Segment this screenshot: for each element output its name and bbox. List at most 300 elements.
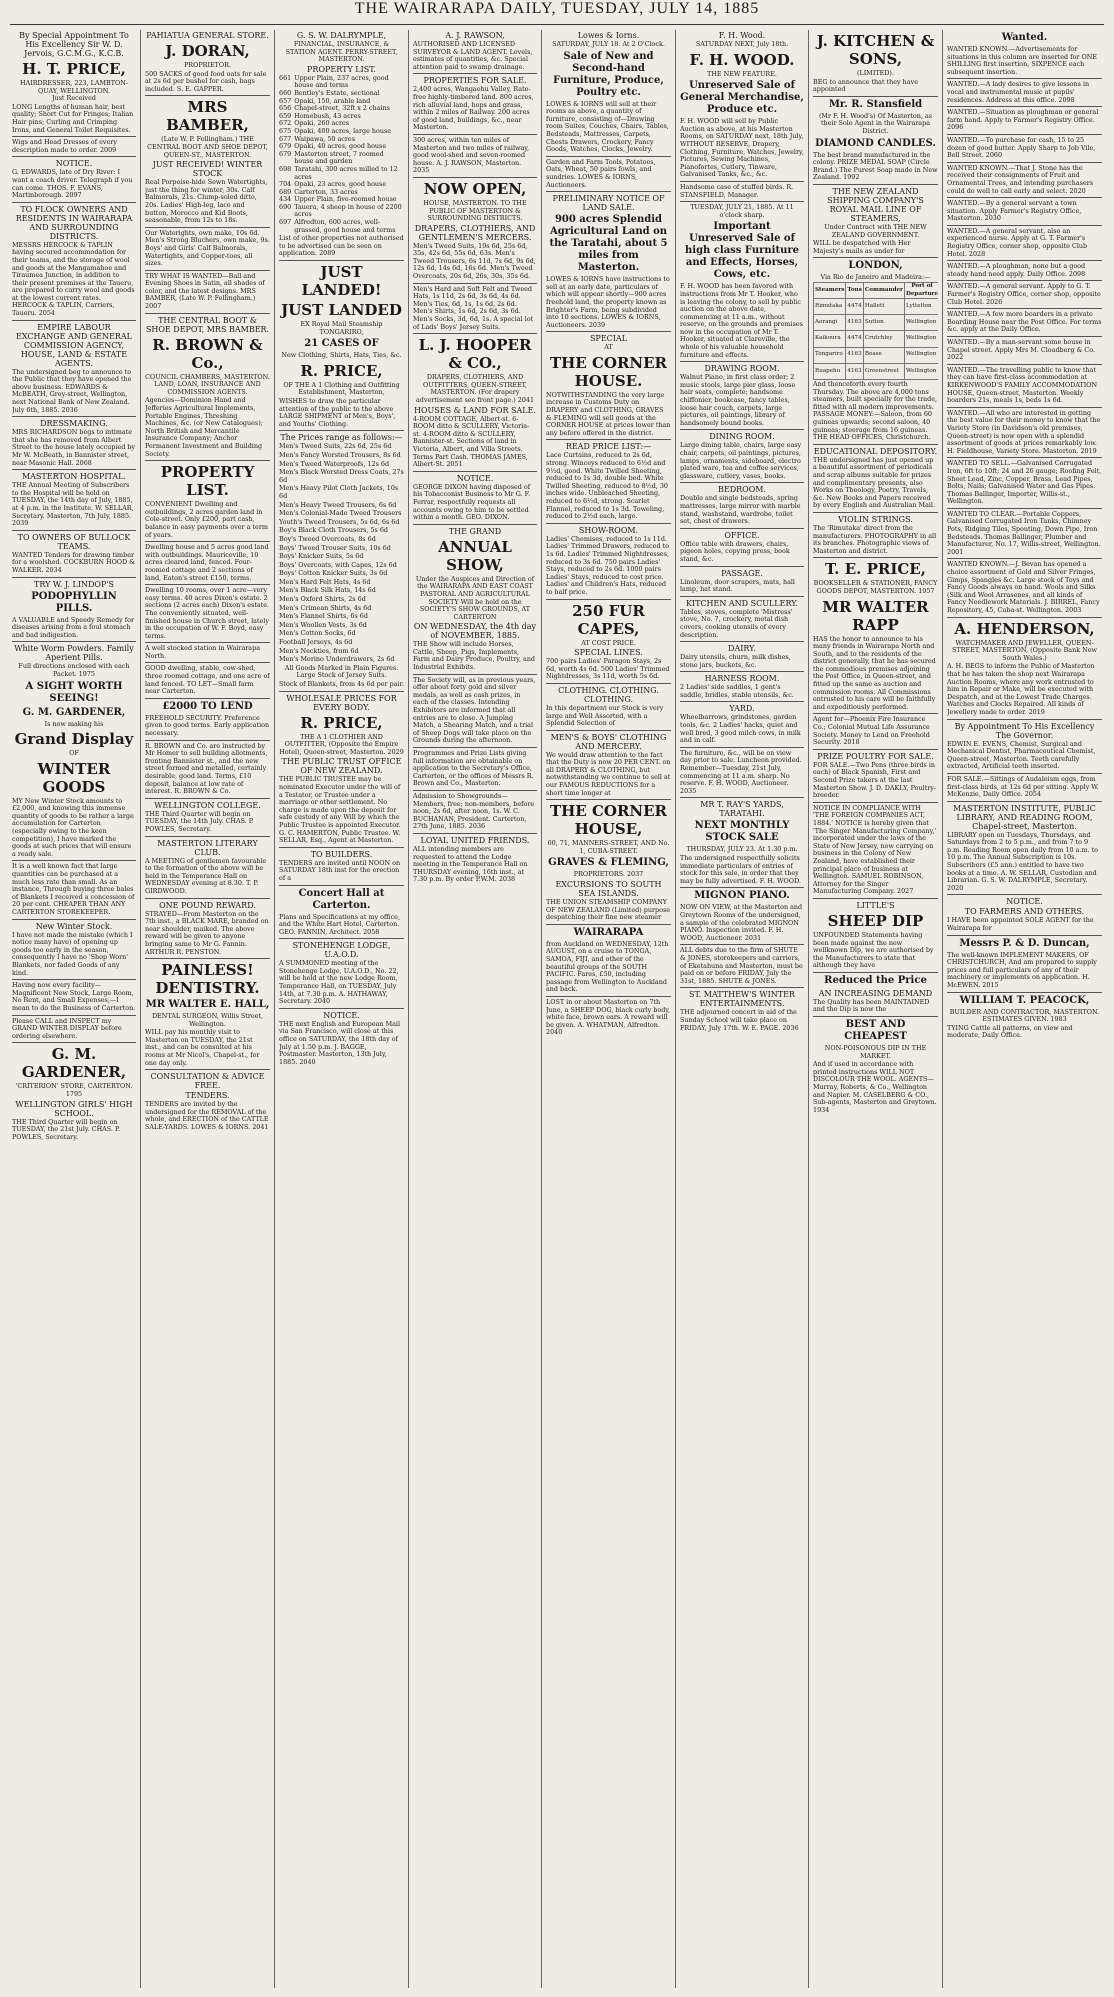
ad-paragraph: THE undersigned has just opened up a beautiful assortment of periodicals and scrap albums suitable for prizes and complimentary presents, also Works on Theology, Poetry, Travels, &c. New Books and Papers received by every English and Australian Mail. [813, 455, 935, 510]
table-header-cell: Port of Departure [905, 282, 939, 298]
ad-separator [947, 134, 1102, 135]
ad-separator [813, 512, 938, 513]
ad-paragraph: GOOD dwelling, stable, cow-shed, three roomed cottage, and one acre of land fenced. TO LET—Small farm near Carterton. [145, 664, 270, 696]
ad-paragraph: UNFOUNDED Statements having been made against the new wellknown Dip, we are authorised by the Manufacturers to state that although they have [813, 930, 934, 970]
ad-paragraph: WANTED.—All who are interested in getting the best value for their money to know that the Variety Store (in Davidson's old premises, Queen-street) is now open with a splendid assortment of goods at prices remarkably low. H. Fieldhouse, Variety Store. Masterton. 2019 [947, 408, 1101, 455]
ad-separator [145, 460, 270, 461]
caption-heading: EDUCATIONAL DEPOSITORY. [813, 446, 938, 456]
ad-separator [546, 599, 671, 600]
display-heading: WINTER GOODS [37, 759, 111, 796]
property-description: Alfredton, 600 acres, well-grassed, good house and terms [294, 218, 396, 234]
display-heading: R. PRICE, [300, 713, 383, 732]
price-list-item: Men's Tweed Suits, 22s 6d, 25s 6d [279, 442, 392, 451]
ad-paragraph: STRAYED—From Masterton on the 7th inst., a BLACK MARE, branded on near shoulder, maiked. The above reward will be given to anyone bringing same to Mr G. Fannin. ARTHUR R. PENSTON. [145, 909, 269, 956]
centered-line: Just Received [51, 94, 97, 103]
ad-paragraph: TENDERS are invited by the undersigned for the REMOVAL of the whole, and ERECTION of the CATTLE SALE-YARDS. LOWES & IORNS. 2041 [145, 1100, 269, 1132]
price-list-item: Men's Oxford Shirts, 2s 6d [279, 595, 366, 604]
ad-separator [12, 860, 136, 861]
ad-separator [813, 1016, 938, 1017]
caption-heading: SHOW-ROOM. [578, 525, 639, 535]
ad-separator [413, 747, 537, 748]
ad-separator [279, 1008, 404, 1009]
sub-heading: MIGNON PIANO. [694, 890, 790, 902]
ad-paragraph: A. H. BEGS to inform the Public of Masterton that he has taken the shop next Wairarapa Auction Rooms, where any work entrusted to him in Repair or Make, will be executed with Despatch, and at the Lowest Trade Charges. Watches and Clocks Repaired. All kinds of Jewellery made to order. 2019 [947, 662, 1095, 716]
table-cell: Hallett [863, 299, 904, 315]
sub-heading: NEXT MONTHLY STOCK SALE [694, 820, 790, 844]
price-list-item: Men's Heavy Pilot Cloth Jackets, 10s 6d [279, 484, 399, 500]
table-header-cell: Tons [846, 282, 863, 298]
caption-heading: DRAPERS, CLOTHIERS, AND GENTLEMEN'S MERCERS. [414, 223, 536, 242]
display-heading: G. M. GARDENER, [21, 1045, 127, 1082]
column-divider [808, 30, 809, 1988]
property-list-item [279, 219, 404, 234]
ad-paragraph: Agencies—Dominion Hand and Jefferies Agricultural Implements, Portable Engines, Threshing Machines, &c. (or New Catalogues); North British and Mercantile Insurance Company; Anchor Permanent Investment and Building Society. [145, 396, 263, 458]
ad-separator [947, 992, 1102, 993]
caption-heading: EXCURSIONS TO SOUTH SEA ISLANDS. [555, 880, 662, 899]
caption-heading: THE PUBLIC TRUST OFFICE OF NEW ZEALAND. [281, 757, 402, 776]
centered-line: (LIMITED). [857, 69, 894, 77]
ad-separator [947, 280, 1102, 281]
property-description: Carterton, 33 acres [294, 187, 358, 196]
column-divider [942, 30, 943, 1988]
column-7 [813, 30, 938, 1988]
ad-paragraph: The Society will, as in previous years, offer about forty gold and silver medals, as well as cash prizes, in each of the classes. Intending Exhibitors are informed that all entries are to close. A Jumping Match, a Shearing Match, and a trial of Sheep Dogs will take place on the Grounds during the afternoon. [413, 675, 536, 745]
price-list-item: Men's Cotton Socks, 6d [279, 629, 356, 638]
ad-separator [947, 364, 1102, 365]
caption-heading: New Winter Stock. [35, 921, 113, 931]
caption-heading: ONE POUND REWARD. [159, 900, 256, 910]
ad-separator [413, 73, 537, 74]
price-list-item: Men's Hard Felt Hats, 4s 6d [279, 577, 371, 586]
centered-line: Is now making his [44, 719, 104, 728]
caption-heading: TENDERS. [185, 1091, 230, 1101]
column-4 [413, 30, 537, 1988]
table-row [814, 363, 939, 379]
ad-separator [12, 979, 136, 980]
sub-heading: Reduced the Price [824, 974, 927, 986]
ad-paragraph: WANTED Tenders for drawing timber for a woolshed. COCKBURN HOOD & WALKER. 2034 [12, 550, 135, 574]
property-number: 661 [279, 73, 292, 82]
caption-heading: G. S. W. DALRYMPLE, [296, 31, 387, 40]
caption-heading: MEN'S & BOYS' CLOTHING AND MERCERY. [550, 732, 667, 751]
ad-paragraph: CONVENIENT Dwelling and outbuildings, 2 acres garden land in Cole-street. Only £200, part cash, balance in easy payments over a term of years. [145, 500, 268, 539]
ad-paragraph: WANTED KNOWN.—That J. Stone has the received their consignments of Fruit and Ornamental Trees, and intending purchasers could do well to call early and select. 2020 [947, 163, 1094, 195]
ad-separator [145, 270, 270, 271]
sub-heading: MR WALTER E. HALL, [145, 999, 270, 1011]
display-heading: J. DORAN, [165, 42, 250, 60]
property-number: 660 [279, 88, 292, 97]
ad-separator [680, 944, 804, 945]
property-description: Taratahi, 300 acres milled to 12 acres [294, 164, 398, 181]
centered-line: Large Stock of Jersey Suits. [296, 671, 387, 680]
property-description: Opaki, 23 acres, good house [294, 180, 387, 189]
ad-separator [813, 713, 938, 714]
caption-heading: NOTICE. [456, 473, 494, 483]
display-heading: H. T. PRICE, [22, 60, 126, 78]
display-heading: J. KITCHEN & SONS, [816, 32, 935, 68]
sub-heading: LONDON, [848, 260, 903, 272]
ad-paragraph: Large dining table, chairs, large easy chair, carpets, oil paintings, pictures, lamps, ornaments, sideboard, electro plated ware, tea and coffee services, glassware, cutlery, vases, books. [680, 441, 802, 480]
table-cell: Tongariro [814, 347, 846, 363]
ad-separator [145, 836, 270, 837]
ad-separator [680, 528, 804, 529]
table-header-row [814, 282, 939, 298]
caption-heading: KITCHEN AND SCULLERY. [685, 598, 799, 608]
caption-heading: Lowes & Iorns. [577, 31, 640, 40]
ad-separator [279, 691, 404, 692]
sub-heading: WAIRARAPA [573, 926, 644, 938]
ad-separator [947, 508, 1102, 509]
ad-separator [413, 790, 537, 791]
display-heading: MR WALTER RAPP [822, 597, 929, 634]
ad-separator [680, 701, 804, 702]
ad-paragraph: And thenceforth every fourth Thursday. The above are 4,000 tons steamers, built specially for the trade, fitted with all modern improvements. PASSAGE MONEY:—Saloon, from 60 guineas upwards; second saloon, 40 guineas; steerage from 16 guineas. THE HEAD OFFICES, Christchurch. [813, 380, 938, 442]
centered-line: New Clothing, Shirts, Hats, Ties, &c. [281, 351, 402, 360]
caption-heading: OFFICE. [724, 530, 760, 540]
ad-separator [947, 719, 1102, 720]
ad-paragraph: A VALUABLE and Speedy Remedy for diseases arising from a foul stomach and bad indigestion. [12, 615, 135, 639]
property-number: 657 [279, 96, 292, 105]
ad-paragraph: WANTED.—By a man-servant some house in Chapel street. Apply Mrs M. Cloadberg & Co. 2022 [947, 338, 1095, 362]
centered-line: Under Contract with THE NEW ZEALAND GOVERNMENT. [824, 222, 927, 239]
ad-separator [546, 191, 671, 192]
table-row [814, 315, 939, 331]
ad-paragraph: The undersigned respectfully solicits immediate particulars of entries of stock for this sale, in order that they may be fully advertised. F. H. WOOD. [680, 854, 801, 885]
ad-paragraph: WISHES to draw the particular attention of the public to the above LARGE SHIPMENT of Men's, Boys', and Youths' Clothing. [279, 397, 396, 428]
caption-heading: TO BUILDERS. [310, 849, 373, 859]
table-header-cell: Commander [863, 282, 904, 298]
caption-heading: A. J. RAWSON, [445, 31, 505, 40]
centered-line: BOOKSELLER & STATIONER, FANCY GOODS DEPOT, MASTERTON. 1957 [813, 579, 938, 595]
sub-heading: PODOPHYLLIN PILLS. [31, 590, 117, 614]
ad-separator [145, 740, 270, 741]
caption-heading: THE CENTRAL BOOT & SHOE DEPOT, MRS BAMBER. [145, 315, 270, 334]
ad-paragraph: Men's Tweed Suits, 19s 6d, 25s 6d, 35s, 42s 6d, 55s 6d, 63s. Men's Tweed Trousers, 6s 11d, 7s 6d, 9s 6d, 12s 6d, 14s 6d, 16s 6d. Men's Tweed Overcoats, 20s 6d, 26s, 30s, 35s 6d. [413, 241, 536, 281]
display-heading: THE CORNER HOUSE. [549, 353, 668, 390]
ad-separator [680, 797, 804, 798]
centered-line: 60, 71, MANNERS-STREET, AND No. 1, CUBA-STREET. [547, 839, 670, 855]
property-list-item [279, 166, 404, 181]
ad-separator [680, 201, 804, 202]
ad-paragraph: LIBRARY open on Tuesdays, Thursdays, and Saturdays from 2 to 5 p.m., and from 7 to 9 p.m. Reading Room open daily from 10 a.m. to 10 p.m. The Annual Subscription is 10s. Subscribers (£5 ann.) entitled to have two books at a time. A. W. SELLAR, Custodian and Librarian. G. S. W. DALRYMPLE, Secretary. 2020 [947, 830, 1099, 892]
caption-heading: NOTICE. [1006, 897, 1043, 907]
caption-heading: WELLINGTON GIRLS' HIGH SCHOOL. [15, 1099, 133, 1118]
centered-line: 'CRITERION' STORE, CARTERTON. 1795 [15, 1082, 133, 1098]
ad-paragraph: LOWES & IORNS have instructions to sell at an early date, particulars of which will appear shortly—900 acres freehold land, the property known as Brighter's Farm, being subdivided into 10 sections. LOWES & IORNS, Auctioneers. 2039 [546, 275, 670, 329]
display-heading: R. BROWN & Co., [152, 335, 263, 372]
ad-separator [145, 1069, 270, 1070]
ad-paragraph: Wheelbarrows, grindstones, garden tools, &c. 2 Ladies' hacks, quiet and well bred, 3 good milch cows, in milk and in calf. [680, 713, 801, 745]
ad-separator [546, 730, 671, 731]
ad-separator [413, 524, 537, 525]
sub-heading: Unreserved Sale of General Merchandise, Produce etc. [680, 80, 804, 116]
table-cell: Boase [863, 347, 904, 363]
ad-separator [279, 938, 404, 939]
ad-paragraph: Lace Curtains, reduced to 2s 6d, strong. Winceys reduced to 6½d and 9½d, good. White Twilled Sheeting, reduced to 1s 3d, double bed. White Twilled Sheeting, reduced to 8½d, 30 inches wide. Unbleached Sheeting, reduced to 6½d, strong. Scarlet Flannel, reduced to 1s 3d. Toweling, reduced to 2½d each, large. [546, 451, 668, 521]
ad-separator [279, 260, 404, 261]
ad-paragraph: The undersigned beg to announce to the Public that they have opened the above business. EDWARDS & McBEATH, Grey-street, Wellington, next National Bank of New Zealand. July 6th, 1885. 2036 [12, 367, 132, 414]
property-description: Opaki, 150, arable land [294, 96, 371, 105]
caption-heading: White Worm Powders. Family Aperient Pills. [14, 644, 134, 663]
ad-paragraph: The Quality has been MAINTAINED and the Dip is now the [813, 997, 930, 1014]
ad-separator [947, 407, 1102, 408]
display-heading: MRS BAMBER, [166, 98, 249, 135]
property-description: Upper Plain, five-roomed house [294, 195, 397, 204]
ad-separator [413, 471, 537, 472]
ad-separator [680, 181, 804, 182]
centered-line: THE NEW FEATURE. [707, 69, 777, 78]
ad-paragraph: Plans and Specifications at my office, and the White Hart Hotel, Carterton. GEO. FANNIN, Architect. 2058 [279, 912, 400, 936]
ad-paragraph: WANTED KNOWN.—Advertisements for situations in this column are inserted for ONE SHILLING first insertion, SIXPENCE each subsequent insertion. [947, 45, 1097, 76]
ad-separator [813, 749, 938, 750]
centered-line: Under the Auspices and Direction of the WAIRARAPA AND EAST COAST PASTORAL AND AGRICULTURAL SOCIETY Will be held on the SOCIETY'S SHOW GROUNDS, AT CARTERTON [415, 574, 535, 621]
column-5 [546, 30, 671, 1988]
centered-line: Via Rio de Janeiro and Madeira:— [820, 273, 931, 282]
ad-separator [145, 95, 270, 96]
ad-separator [145, 798, 270, 799]
price-list-item: Men's Crimean Shirts, 4s 6d [279, 603, 372, 612]
caption-heading: AN INCREASING DEMAND [818, 988, 933, 998]
ad-separator [413, 333, 537, 334]
caption-heading: PRIZE POULTRY FOR SALE. [817, 751, 934, 761]
property-description: Waipawa, 50 acres [294, 134, 355, 143]
ad-paragraph: THE Show will include Horses, Cattle, Sheep, Pigs, Implements, Farm and Dairy Produce, Poultry, and Industrial Exhibits. [413, 640, 536, 672]
ad-paragraph: ALL debts due to the firm of SHUTE & JONES, storekeepers and carriers, of Eketahuna and Masterton, must be paid on or before FRIDAY, July the 31st, 1885. SHUTE & JONES. [680, 946, 803, 985]
property-number: 689 [279, 187, 292, 196]
ad-paragraph: WANTED.—A ploughman, none but a good steady hand need apply. Daily Office. 2098 [947, 262, 1086, 278]
centered-line: DENTAL SURGEON, Willis Street, Wellington. [151, 1012, 264, 1028]
ad-separator [947, 935, 1102, 936]
sub-heading: Important Unreserved Sale of high class Furniture and Effects, Horses, Cows, etc. [685, 221, 799, 281]
table-cell: Sutton [863, 315, 904, 331]
ad-paragraph: The best brand manufactured in the colony. PRIZE MEDAL SOAP (Circle Brand.) The Purest Soap made in New Zealand. 1992 [813, 150, 938, 182]
sub-heading: GRAVES & FLEMING, [548, 857, 669, 869]
price-list-item: Boys' Cotton Knicker Suits, 3s 6d [279, 569, 388, 578]
ad-paragraph: GEORGE DIXON having disposed of his Tobacconist Business to Mr G. F. Ferrar, respectfully requests all accounts owing to him to be settled within a month. GEO. DIXON. [413, 482, 531, 522]
price-list-item: Men's Flannel Shirts, 6s 6d [279, 612, 368, 621]
ad-separator [947, 225, 1102, 226]
price-list-item: Men's Heavy Tweed Trousers, 6s 6d [279, 500, 397, 509]
ad-paragraph: Wigs and Head Dresses of every description made to order. 2009 [12, 138, 117, 154]
property-number: 677 [279, 134, 292, 143]
ad-separator [947, 308, 1102, 309]
column-divider [274, 30, 275, 1988]
ad-paragraph: 700 pairs Ladies' Paragon Stays, 2s 6d, worth 4s 6d. 500 Ladies' Trimmed Nightdresses, 3s 11d, worth 5s 6d. [546, 657, 670, 681]
price-list-item: Men's Fancy Worsted Trousers, 8s 6d [279, 450, 401, 459]
table-cell: Crutchley [863, 331, 904, 347]
caption-heading: MR T. RAY'S YARDS, TARATAHI. [700, 800, 784, 819]
ad-paragraph: EDWIN E. EVENS, Chemist, Surgical and Mechanical Dentist, Pharmaceutical Chemist, Queen-street, Masterton. Teeth carefully extracted, Artificial teeth inserted. [947, 739, 1096, 771]
ad-paragraph: MRS RICHARDSON begs to intimate that she has removed from Albert Street to the house lately occupied by Mr W. McBeath, in Bannister street, near Masonic Hall. 2068 [12, 428, 136, 467]
caption-heading: SPECIAL LINES. [574, 648, 643, 658]
ad-separator [279, 885, 404, 886]
display-heading: Grand Display [14, 730, 134, 749]
table-row [814, 299, 939, 315]
ad-separator [680, 671, 804, 672]
caption-heading: DAIRY. [728, 644, 756, 654]
ad-separator [12, 1042, 136, 1043]
ad-separator [413, 674, 537, 675]
ad-paragraph: WANTED.—A few more boarders in a private Boarding House near the Post Office. For terms &c. apply at the Daily Office. [947, 310, 1102, 334]
property-description: Opaki, 400 acres, large house [294, 126, 392, 135]
ad-paragraph: WANTED KNOWN.—J. Bevan has opened a choice assortment of Gold and Silver Fringes, Gimps, Spangles &c. Large stock of Toys and Fancy Goods always on hand. Wools and Silks (Silk and Wool Arrasenes, and all kinds of Fancy Needlework Materials. J. BIRREL, Fancy Repository, 45, Cuba-st. Wellington. 2003 [947, 560, 1100, 614]
ad-separator [279, 847, 404, 848]
table-cell: Greenstreet [863, 363, 904, 379]
caption-heading: CLOTHING. CLOTHING. CLOTHING. [558, 685, 659, 704]
property-number: 656 [279, 104, 292, 113]
property-description: Homebush, 43 acres [294, 111, 361, 120]
ad-paragraph: WANTED.—By a general servant a town situation. Apply Farmer's Registry Office, Masterton. 2030 [947, 199, 1082, 223]
centered-line: Full directions enclosed with each Packet. 1975 [18, 662, 130, 678]
caption-heading: CONSULTATION & ADVICE FREE. [150, 1072, 265, 1091]
property-description: Opaki, 260 acres [294, 119, 350, 128]
ad-separator [12, 530, 136, 531]
ad-paragraph: WANTED.—A general servant, also an experienced nurse. Apply at G. T. Farmer's Registry Office, corner shop, opposite Club Hotel. 2028 [947, 226, 1088, 258]
ad-paragraph: I have not made the mistake (which I notice many have) of opening up goods too early in the season, consequently I have no 'Shop Worn' Blankets, nor faded Goods of any kind. [12, 930, 133, 977]
sub-heading: 900 acres Splendid Agricultural Land on the Taratahi, about 5 miles from Masterton. [549, 214, 668, 274]
property-list-item [279, 75, 404, 90]
ad-paragraph: I HAVE been appointed SOLE AGENT for the Wairarapa for [947, 916, 1094, 933]
ad-separator [680, 887, 804, 888]
caption-heading: WELLINGTON COLLEGE. [154, 800, 261, 810]
property-description: Tauera, 4 sheep in house of 2200 acres [294, 202, 402, 219]
ad-separator [813, 96, 938, 97]
price-list-item: Men's Black Silk Hats, 14s 6d [279, 586, 376, 595]
ad-separator [12, 919, 136, 920]
centered-line: PROPRIETOR. [184, 61, 231, 69]
caption-heading: MASTERTON LITERARY CLUB. [157, 838, 258, 857]
ad-separator [413, 283, 537, 284]
ad-separator [145, 958, 270, 959]
ad-separator [145, 313, 270, 314]
caption-heading: SPECIAL [589, 334, 628, 344]
centered-line: SATURDAY NEXT, July 18th. [695, 40, 789, 48]
table-cell: 4163 [846, 347, 863, 363]
column-divider [675, 30, 676, 1988]
column-6 [680, 30, 804, 1988]
ad-separator [680, 641, 804, 642]
ad-paragraph: THE next English and European Mail via San Francisco, will close at this office on SATURDAY, the 18th day of July at 1.50 p.m. J. BAGGE, Postmaster. Masterton, 13th July, 1885. 2040 [279, 1019, 401, 1066]
price-list-item: Men's Colonial-Made Tweed Trousers [279, 509, 402, 518]
centered-line: WATCHMAKER AND JEWELLER, QUEEN-STREET, MASTERTON, (Opposite Bank New South Wales.) [952, 638, 1097, 662]
caption-heading: PROPERTY LIST. [307, 64, 376, 74]
ad-separator [145, 541, 270, 542]
ad-separator [546, 799, 671, 800]
column-divider [408, 30, 409, 1988]
price-list-item: Boy's Black Cloth Trousers, 5s 6d [279, 526, 389, 535]
table-row [814, 347, 939, 363]
display-heading: T. E. PRICE, [825, 560, 926, 579]
display-heading: R. PRICE, [300, 361, 383, 380]
column-2 [145, 30, 270, 1988]
display-heading: 250 FUR CAPES, [572, 601, 645, 638]
caption-heading: TO OWNERS OF BULLOCK TEAMS. [17, 532, 131, 551]
ad-paragraph: MESSRS HERCOCK & TAPLIN having secured accommodation for their teams, and the storage of wool and goods at the Mangamahoe and Tiraumea Junction, in addition to their present premises at the Taueru, are prepared to carry wool and goods at the lowest current rates. HERCOCK & TAPLIN, Carriers, Taueru. 2054 [12, 240, 135, 318]
ad-separator [680, 566, 804, 567]
ad-paragraph: Walnut Piano, in first class order; 2 music stools, large pier glass, loose hair seats, complete; handsome chiffonier, bookcase, fancy tables, loose hair couch, carpets, large pictures, oil paintings, library of handsomely bound books. [680, 373, 796, 427]
display-heading: A. HENDERSON, [954, 619, 1095, 638]
ad-paragraph: WANTED.—The travelling public to know that they can have first-class accommodation at KIRKENWOOD'S FAMILY ACCOMMODATION HOUSE, Queen-street, Masterton. Weekly boarders 21s, meals 1s, beds 1s 6d. [947, 365, 1098, 405]
ad-separator [947, 78, 1102, 79]
sub-heading: G. M. GARDENER, [22, 706, 126, 718]
ad-separator [813, 184, 938, 185]
ad-paragraph: It is a well known fact that large quantities can be purchased at a much less rate than small. As an instance, Through buying three bales of Blankets I received a concession of 20 per cent. CHEAPER THAN ANY CARTERTON STOREKEEPER. [12, 862, 135, 916]
ad-paragraph: Linoleum, door scrapers, mats, hall lamp, hat stand. [680, 577, 795, 594]
caption-heading: TRY W. J. LINDOP'S [33, 579, 115, 589]
caption-heading: PROPERTIES FOR SALE. [423, 76, 527, 86]
ad-separator [680, 747, 804, 748]
caption-heading: PASSAGE. [721, 568, 763, 578]
ad-paragraph: THE UNION STEAMSHIP COMPANY OF NEW ZEALAND (Limited) purpose despatching their fine new steamer [546, 898, 670, 922]
sub-heading: Mr. R. Stansfield [828, 98, 923, 110]
price-list-item: Men's Woollen Vests, 3s 6d [279, 620, 367, 629]
ad-paragraph: TYING Cattle all patterns, on view and moderate, Daily Office. [947, 1023, 1073, 1040]
ad-paragraph: TENDERS are invited until NOON on SATURDAY 18th inst for the erection of a [279, 858, 401, 882]
ad-separator [145, 898, 270, 899]
centered-line: HAIRDRESSER, 223, LAMBTON-QUAY, WELLINGTON. [20, 79, 128, 95]
sub-heading: WILLIAM T. PEACOCK, [959, 994, 1090, 1006]
ad-paragraph: Dairy utensils, churn, milk dishes, stone jars, buckets, &c. [680, 653, 791, 669]
sub-heading: BEST AND CHEAPEST [844, 1019, 907, 1043]
masthead: THE WAIRARAPA DAILY, TUESDAY, JULY 14, 1885 [354, 0, 760, 17]
ad-paragraph: F. H. WOOD has been favored with instructions from Mr T. Hooker, who is leaving the colony, to sell by public auction on the above date, commencing at 11 a.m., without reserve, on the grounds and premises now in the occupation of Mr T. Hooker, situated at Clareville, the whole of his valuable household furniture and effects. [680, 282, 803, 359]
ad-paragraph: NOTWITHSTANDING the very large increase in Customs Duty on DRAPERY and CLOTHING, GRAVES & FLEMING will sell goods at the CORNER HOUSE at prices lower than any before offered in the district. [546, 390, 671, 437]
centered-line: COUNCIL CHAMBERS, MASTERTON. LAND, LOAN, INSURANCE AND COMMISSION AGENTS. [145, 372, 270, 396]
ad-separator [947, 457, 1102, 458]
table-cell: 4474 [846, 331, 863, 347]
ad-paragraph: Men's Hard and Soft Felt and Tweed Hats, 1s 11d, 2s 6d, 3s 6d, 4s 6d. Men's Ties, 6d, 1s, 1s 6d, 2s 6d. Men's Shirts, 1s 6d, 2s 6d, 3s 6d. Men's Socks, 3d, 6d, 1s. A special lot of Lads' Boys' Jersey Suits. [413, 284, 534, 331]
ad-paragraph: BEG to announce that they have appointed [813, 77, 918, 94]
caption-heading: STONEHENGE LODGE, U.A.O.D. [292, 941, 391, 960]
ad-paragraph: WANTED TO CLEAR.—Portable Coppers, Galvanised Corrugated Iron Tanks, Chimney Pots, Ridging Tiles, Spouting, Down Pipe, Iron Bedsteads. Thomas Ballinger, Plumber and Manufacturer, No. 17, Willis-street, Wellington. 2001 [947, 509, 1101, 556]
ad-separator [546, 439, 671, 440]
ad-paragraph: NOTICE IN COMPLIANCE WITH 'THE FOREIGN COMPANIES ACT, 1884.' NOTICE is hereby given that 'The Singer Manufacturing Company,' incorporated under the laws of the State of New Jersey, now carrying on business in the Colony of New Zealand, have established their principal place of business at Wellington. SAMUEL ROBINSON, Attorney for the Singer Manufacturing Company. 2027 [813, 803, 937, 896]
ad-paragraph: Tables, stoves, complete 'Mistress' stove, No. 7, crockery, metal dish covers, cooking utensils of every description. [680, 607, 793, 639]
caption-heading: By Appointment To His Excellency The Governor. [954, 721, 1095, 740]
ad-paragraph: A well stocked station in Wairarapa North. [145, 644, 261, 660]
caption-heading: YARD. [729, 704, 755, 714]
caption-heading: PRELIMINARY NOTICE OF LAND SALE. [552, 194, 665, 213]
caption-heading: HOUSES & LAND FOR SALE. [414, 405, 536, 415]
table-cell: Wellington [905, 315, 939, 331]
ad-paragraph: FREEHOLD SECURITY. Preference given to good terms. Early application necessary. [145, 713, 270, 738]
ad-paragraph: LOWES & IORNS will sell at their rooms as above, a quantity of furniture, consisting of—Drawing room Suites, Couches, Chairs, Tables, Bedsteads, Mattresses, Carpets, Chests Drawers, Crockery, Fancy Goods, Watches, Clocks, Jewelry. [546, 99, 669, 154]
price-list-item: Boys' Tweed Trouser Suits, 10s 6d [279, 543, 391, 552]
property-number: 697 [279, 218, 292, 227]
ad-separator [947, 336, 1102, 337]
ad-separator [947, 106, 1102, 107]
ad-separator [813, 257, 938, 258]
caption-heading: HARNESS ROOM. [704, 674, 780, 684]
ad-separator [546, 331, 671, 332]
ad-paragraph: WANTED.—To purchase for cash, 15 to 25 dozen of good butter. Apply Sharp to Job Vile, Bell Street. 2060 [947, 135, 1096, 160]
ad-paragraph: 2 Ladies' side saddles, 1 gent's saddle, bridles, stable utensils, &c. [680, 683, 794, 699]
centered-line: OF THE A 1 Clothing and Outfitting Establishment, Masterton, [283, 380, 400, 397]
ad-paragraph: FOR SALE.—Two Pens (three birds in each) of Black Spanish, First and Second Prize takers at the last Masterton Show. J. D. DAKLY, Poultry-breeder. [813, 760, 937, 800]
ad-separator [12, 136, 136, 137]
price-list-item: Men's Neckties, from 6d [279, 646, 359, 655]
centered-line: All Goods Marked in Plain Figures. [284, 663, 399, 672]
property-description: Bentley's Estate, sectional [294, 88, 380, 97]
sub-heading: A SIGHT WORTH SEEING! [25, 680, 123, 704]
ad-paragraph: MY New Winter Stock amounts to £2,000, and knowing this immense quantity of goods to be rather a large accumulation for Carterton (especially owing to the keen competition), I have marked the goods at such prices that will ensure a ready sale. [12, 796, 134, 858]
display-heading: THE CORNER HOUSE, [549, 802, 668, 839]
caption-heading: ST. MATTHEW'S WINTER ENTERTAINMENTS. [689, 990, 795, 1009]
property-number: 698 [279, 164, 292, 173]
ad-paragraph: THE PUBLIC TRUSTEE may be nominated Executor under the will of a Testator, or Trustee under a marriage or other settlement. No charge is made upon the deposit for safe custody of any Will by which the Public Trustee is appointed Executor. G. C. HAMERTON, Public Trustee. W. SELLAR, Esq., Agent at Masterton. [279, 775, 401, 845]
ad-separator [12, 577, 136, 578]
caption-heading: WHOLESALE PRICES FOR EVERY BODY. [286, 693, 397, 712]
